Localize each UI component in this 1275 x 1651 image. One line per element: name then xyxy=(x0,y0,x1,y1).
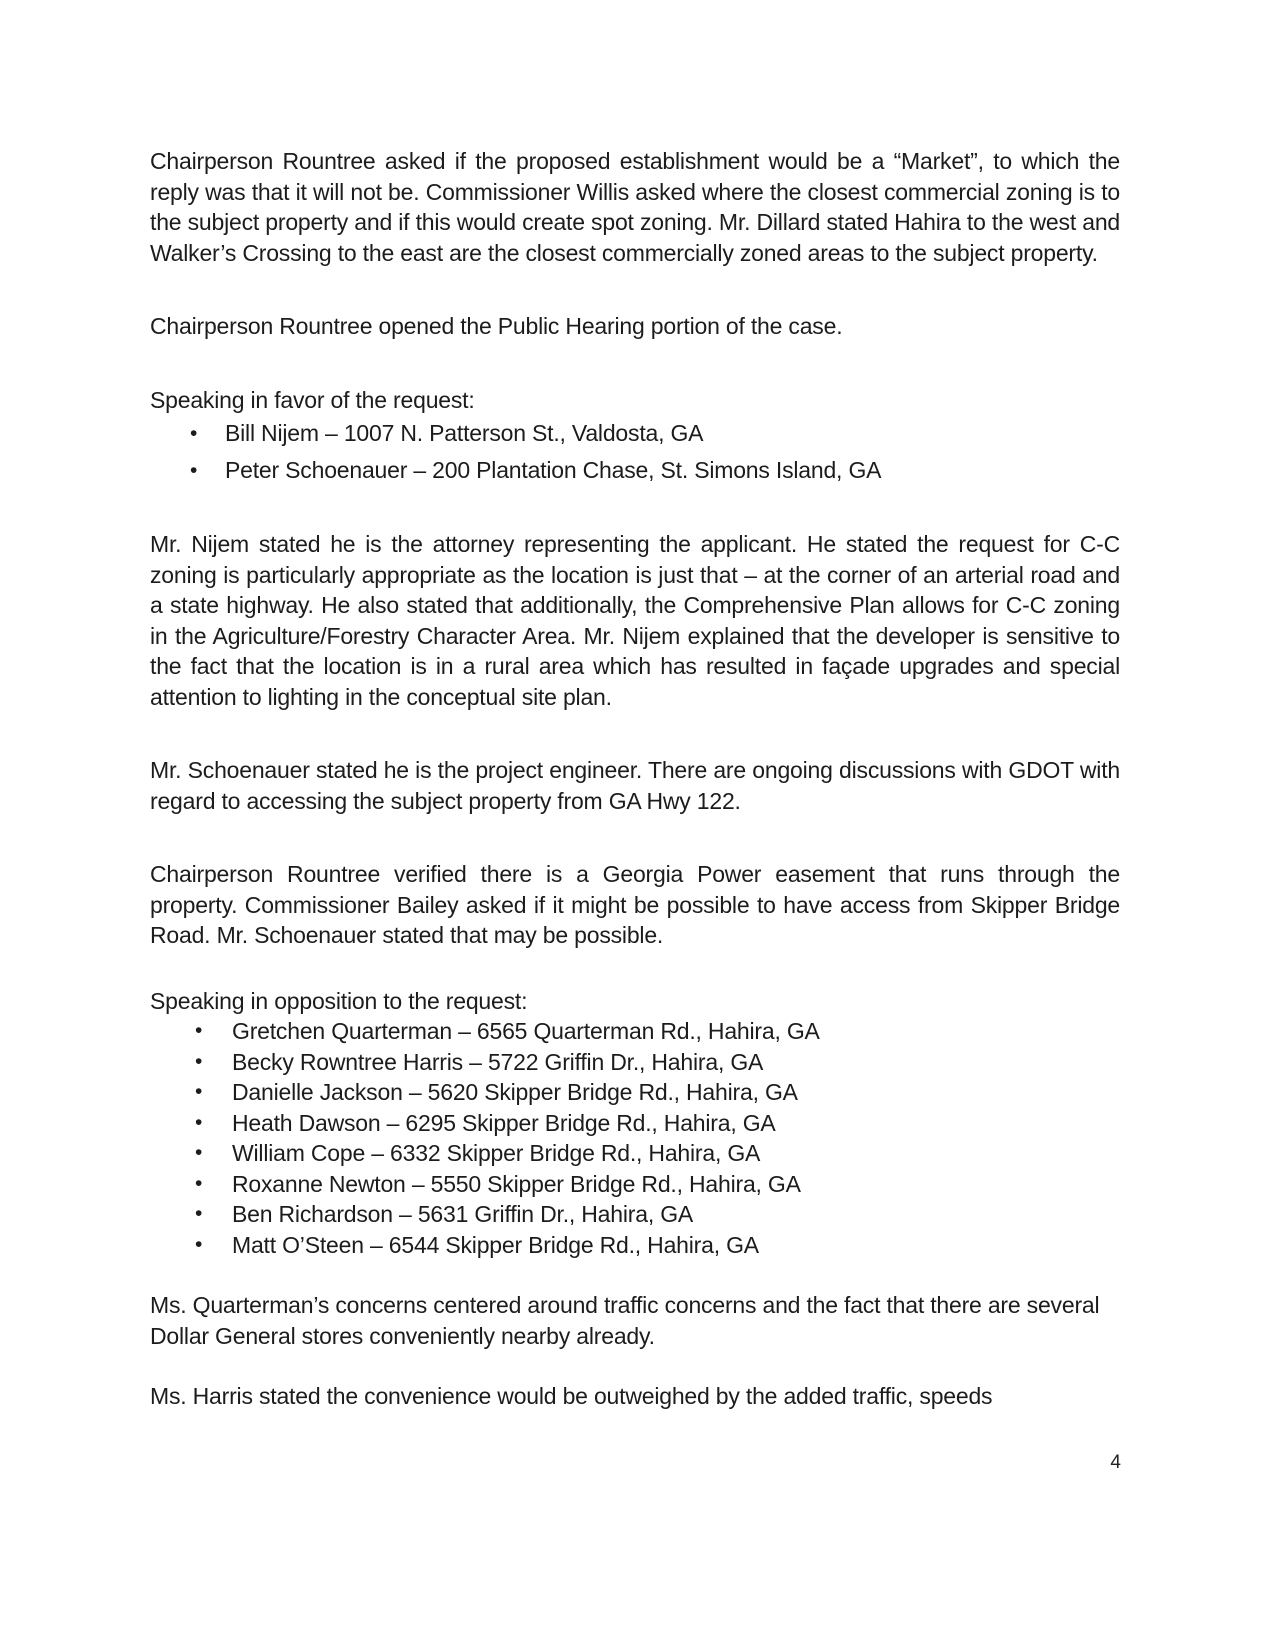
list-item xyxy=(150,1077,1120,1108)
speaker-entry: Peter Schoenauer – 200 Plantation Chase, St. Simons Island, GA xyxy=(225,457,882,483)
page-number: 4 xyxy=(1110,1452,1121,1473)
paragraph-spacer xyxy=(150,1351,1120,1381)
list-item xyxy=(150,415,1120,452)
speaker-entry: Becky Rowntree Harris – 5722 Griffin Dr., Hahira, GA xyxy=(232,1048,764,1075)
speaker-entry: Matt O’Steen – 6544 Skipper Bridge Rd., Hahira, GA xyxy=(232,1231,759,1258)
paragraph-public-hearing-opened: Chairperson Rountree opened the Public Hearing portion of the case. xyxy=(150,313,843,339)
speaker-entry: Danielle Jackson – 5620 Skipper Bridge Rd., Hahira, GA xyxy=(232,1079,798,1105)
paragraph-schoenauer-statement: Mr. Schoenauer stated he is the project engineer. There are ongoing discussions with GDOT with regard to accessing the subject property from GA Hwy 122. xyxy=(150,757,1120,814)
favor-heading: Speaking in favor of the request: xyxy=(150,386,475,413)
paragraph-spacer xyxy=(150,489,1120,529)
paragraph-spacer xyxy=(150,951,1120,986)
paragraph-easement-discussion: Chairperson Rountree verified there is a Georgia Power easement that runs through the property. Commissioner Bailey asked if it might be possible to have access from Skipper Bridge Road. Mr. Schoenauer stated that may be possible. xyxy=(150,861,1120,948)
paragraph-market-question: Chairperson Rountree asked if the proposed establishment would be a “Market”, to which the reply was that it will not be. Commissioner Willis asked where the closest commercial zoning is to the subject property and if this would create spot zoning. Mr. Dillard stated Hahira to the west and Walker’s Crossing to the east are the closest commercially zoned areas to the subject property. xyxy=(150,148,1120,266)
oppose-heading: Speaking in opposition to the request: xyxy=(150,987,528,1014)
favor-speaker-list xyxy=(150,415,1120,489)
speaker-entry: Ben Richardson – 5631 Griffin Dr., Hahira, GA xyxy=(232,1201,694,1227)
speaker-entry: Gretchen Quarterman – 6565 Quarterman Rd., Hahira, GA xyxy=(232,1018,820,1044)
bullet-icon: • xyxy=(195,1049,203,1073)
list-item xyxy=(150,1016,1120,1047)
paragraph-quarterman-concerns: Ms. Quarterman’s concerns centered around traffic concerns and the fact that there are several Dollar General stores conveniently nearby already. xyxy=(150,1292,1100,1349)
list-item xyxy=(150,1047,1120,1078)
bullet-icon: • xyxy=(195,1080,203,1103)
paragraph-nijem-statement: Mr. Nijem stated he is the attorney representing the applicant. He stated the request for C-C zoning is particularly appropriate as the location is just that – at the corner of an arterial road and a state highway. He also stated that additionally, the Comprehensive Plan allows for C-C zoning in the Agriculture/Forestry Character Area. Mr. Nijem explained that the developer is sensitive to the fact that the location is in a rural area which has resulted in façade upgrades and special attention to lighting in the conceptual site plan. xyxy=(150,531,1120,710)
list-item xyxy=(150,1138,1120,1169)
speaker-entry: William Cope – 6332 Skipper Bridge Rd., Hahira, GA xyxy=(232,1140,761,1166)
speaker-entry: Heath Dawson – 6295 Skipper Bridge Rd., Hahira, GA xyxy=(232,1109,776,1136)
list-item xyxy=(150,1169,1120,1200)
bullet-icon: • xyxy=(195,1171,203,1195)
document-page xyxy=(150,146,1120,1412)
paragraph-spacer xyxy=(150,712,1120,755)
bullet-icon: • xyxy=(195,1202,203,1225)
list-item xyxy=(150,452,1120,489)
bullet-icon: • xyxy=(195,1110,203,1134)
paragraph-spacer xyxy=(150,342,1120,385)
paragraph-spacer xyxy=(150,816,1120,859)
paragraph-spacer xyxy=(150,1260,1120,1290)
speaker-entry: Roxanne Newton – 5550 Skipper Bridge Rd., Hahira, GA xyxy=(232,1170,801,1197)
paragraph-harris-statement: Ms. Harris stated the convenience would be outweighed by the added traffic, speeds xyxy=(150,1383,993,1409)
list-item xyxy=(150,1230,1120,1261)
paragraph-spacer xyxy=(150,268,1120,311)
bullet-icon: • xyxy=(195,1232,203,1256)
bullet-icon: • xyxy=(195,1019,203,1042)
list-item xyxy=(150,1108,1120,1139)
bullet-icon: • xyxy=(195,1141,203,1164)
bullet-icon: • xyxy=(190,459,198,482)
list-item xyxy=(150,1199,1120,1230)
opposition-speaker-list xyxy=(150,1016,1120,1260)
bullet-icon: • xyxy=(190,422,198,445)
speaker-entry: Bill Nijem – 1007 N. Patterson St., Valdosta, GA xyxy=(225,420,704,446)
